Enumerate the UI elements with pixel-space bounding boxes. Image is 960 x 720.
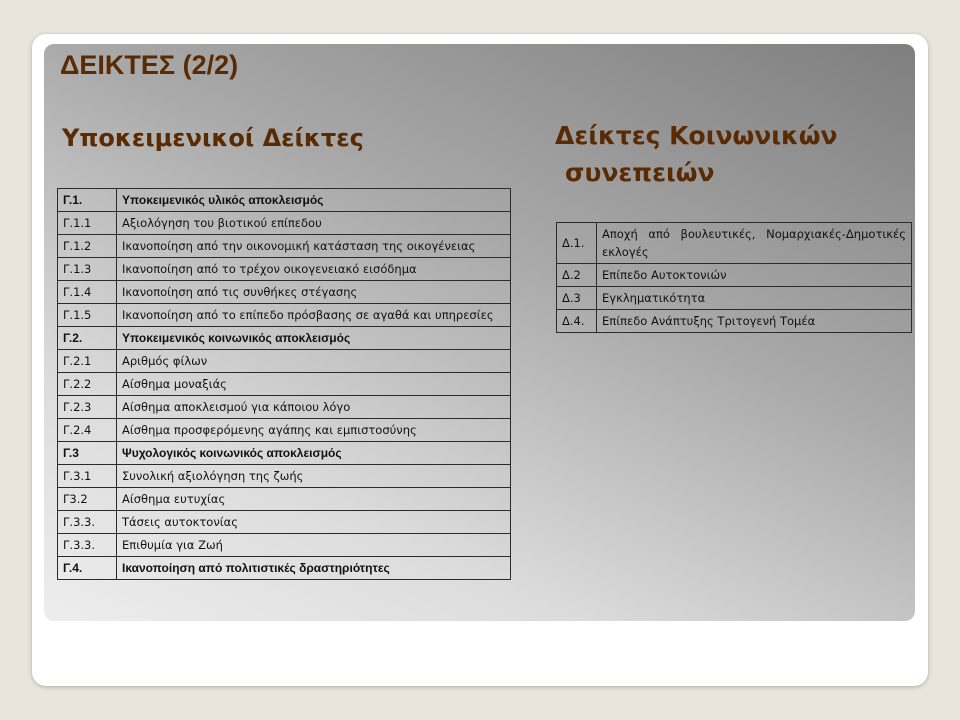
indicator-description: Επίπεδο Αυτοκτονιών xyxy=(597,264,912,287)
indicator-code: Γ.1.5 xyxy=(58,304,117,327)
indicator-code: Δ.4. xyxy=(557,310,597,333)
indicator-code: Γ.1.2 xyxy=(58,235,117,258)
indicator-description: Ικανοποίηση από την οικονομική κατάσταση της οικογένειας xyxy=(117,235,511,258)
table-row xyxy=(58,442,511,465)
indicator-description: Αξιολόγηση του βιοτικού επίπεδου xyxy=(117,212,511,235)
table-row xyxy=(557,287,912,310)
indicator-code: Γ.3 xyxy=(58,442,117,465)
indicator-code: Γ.3.3. xyxy=(58,511,117,534)
table-row xyxy=(58,235,511,258)
table-row xyxy=(557,310,912,333)
table-row xyxy=(58,350,511,373)
table-row xyxy=(58,304,511,327)
indicator-code: Γ.1. xyxy=(58,189,117,212)
indicator-description: Υποκειμενικός κοινωνικός αποκλεισμός xyxy=(117,327,511,350)
subjective-indicators-heading: Υποκειμενικοί Δείκτες xyxy=(62,124,364,152)
indicator-description: Επιθυμία για Ζωή xyxy=(117,534,511,557)
indicator-code: Γ.2.2 xyxy=(58,373,117,396)
table-row xyxy=(58,419,511,442)
social-consequences-heading xyxy=(555,117,838,191)
table-row xyxy=(557,223,912,264)
indicator-description: Ικανοποίηση από τις συνθήκες στέγασης xyxy=(117,281,511,304)
indicator-description: Ικανοποίηση από το τρέχον οικογενειακό εισόδημα xyxy=(117,258,511,281)
social-consequences-table xyxy=(556,222,912,333)
indicator-description: Ικανοποίηση από το επίπεδο πρόσβασης σε αγαθά και υπηρεσίες xyxy=(117,304,511,327)
table-row xyxy=(58,189,511,212)
table-row xyxy=(58,258,511,281)
table-row xyxy=(58,327,511,350)
indicator-code: Γ.1.1 xyxy=(58,212,117,235)
social-consequences-heading-line2: συνεπειών xyxy=(565,158,715,187)
table-row xyxy=(58,534,511,557)
indicator-code: Γ.4. xyxy=(58,557,117,580)
indicator-description: Ικανοποίηση από πολιτιστικές δραστηριότητες xyxy=(117,557,511,580)
indicator-description: Αίσθημα μοναξιάς xyxy=(117,373,511,396)
table-row xyxy=(58,488,511,511)
indicator-description: Αποχή από βουλευτικές, Νομαρχιακές-Δημοτικές εκλογές xyxy=(597,223,912,264)
indicator-description: Αίσθημα αποκλεισμού για κάποιου λόγο xyxy=(117,396,511,419)
indicator-code: Γ.1.4 xyxy=(58,281,117,304)
indicator-code: Γ.2.4 xyxy=(58,419,117,442)
indicator-code: Δ.2 xyxy=(557,264,597,287)
indicator-code: Γ.2. xyxy=(58,327,117,350)
indicator-code: Δ.1. xyxy=(557,223,597,264)
social-consequences-heading-line1: Δείκτες Κοινωνικών xyxy=(555,121,838,150)
indicator-code: Γ.3.1 xyxy=(58,465,117,488)
subjective-indicators-table xyxy=(57,188,511,580)
table-row xyxy=(58,212,511,235)
indicator-description: Αριθμός φίλων xyxy=(117,350,511,373)
table-row xyxy=(58,281,511,304)
table-row xyxy=(58,557,511,580)
indicator-code: Γ.2.3 xyxy=(58,396,117,419)
table-row xyxy=(58,511,511,534)
indicator-description: Αίσθημα ευτυχίας xyxy=(117,488,511,511)
table-row xyxy=(58,373,511,396)
indicator-description: Εγκληματικότητα xyxy=(597,287,912,310)
indicator-code: Γ3.2 xyxy=(58,488,117,511)
indicator-code: Γ.3.3. xyxy=(58,534,117,557)
slide-title: ΔΕΙΚΤΕΣ (2/2) xyxy=(60,50,239,80)
indicator-description: Ψυχολογικός κοινωνικός αποκλεισμός xyxy=(117,442,511,465)
indicator-code: Γ.2.1 xyxy=(58,350,117,373)
indicator-description: Συνολική αξιολόγηση της ζωής xyxy=(117,465,511,488)
indicator-description: Επίπεδο Ανάπτυξης Τριτογενή Τομέα xyxy=(597,310,912,333)
table-row xyxy=(58,396,511,419)
indicator-description: Τάσεις αυτοκτονίας xyxy=(117,511,511,534)
table-row xyxy=(58,465,511,488)
indicator-code: Γ.1.3 xyxy=(58,258,117,281)
indicator-code: Δ.3 xyxy=(557,287,597,310)
indicator-description: Υποκειμενικός υλικός αποκλεισμός xyxy=(117,189,511,212)
table-row xyxy=(557,264,912,287)
indicator-description: Αίσθημα προσφερόμενης αγάπης και εμπιστοσύνης xyxy=(117,419,511,442)
